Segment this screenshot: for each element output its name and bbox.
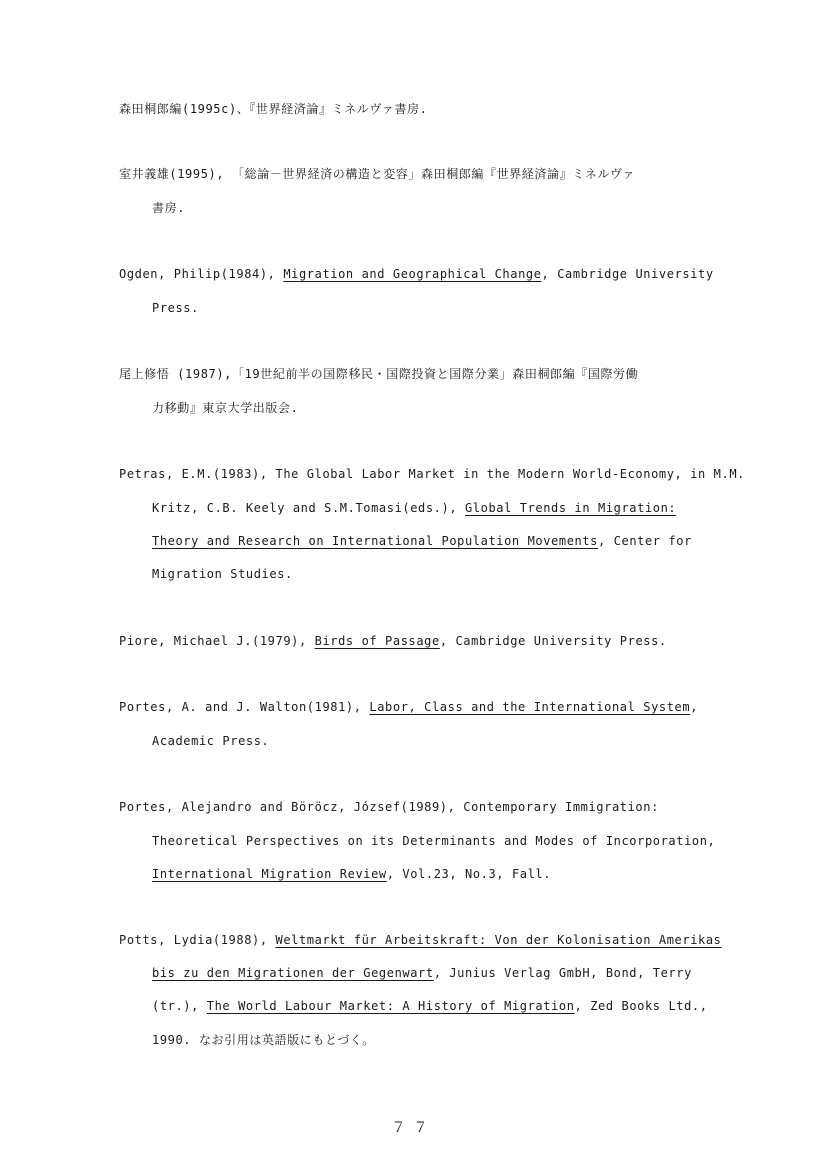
underlined-title: International Migration Review (152, 867, 387, 881)
reference-text: 力移動』東京大学出版会. (152, 401, 299, 415)
reference-line (119, 101, 427, 117)
reference-line (152, 965, 692, 981)
reference-line (152, 1032, 375, 1048)
reference-line (119, 266, 714, 282)
reference-line (119, 932, 722, 948)
reference-line (152, 300, 199, 316)
reference-line (119, 466, 745, 482)
reference-text: , Cambridge University (541, 267, 714, 281)
reference-line (152, 833, 715, 849)
reference-line (152, 998, 708, 1014)
underlined-title: Birds of Passage (314, 634, 440, 648)
underlined-title: Theory and Research on International Population Movements (152, 534, 599, 548)
reference-text: Migration Studies. (152, 567, 293, 581)
reference-text: , Zed Books Ltd., (574, 999, 708, 1013)
reference-text: Theoretical Perspectives on its Determinants and Modes of Incorporation, (152, 834, 716, 848)
reference-text: Potts, Lydia(1988), (119, 933, 276, 947)
reference-text: , Center for (598, 534, 692, 548)
reference-text: Portes, A. and J. Walton(1981), (119, 700, 370, 714)
reference-line (119, 366, 638, 382)
reference-text: Ogden, Philip(1984), (119, 267, 284, 281)
reference-text: 尾上修悟 (1987),「19世紀前半の国際移民・国際投資と国際分業」森田桐郎編『国際労働 (119, 367, 639, 381)
underlined-title: Labor, Class and the International System (369, 700, 691, 714)
reference-text: Kritz, C.B. Keely and S.M.Tomasi(eds.), (152, 501, 465, 515)
reference-line (152, 733, 269, 749)
page-number: ７７ (391, 1120, 436, 1136)
reference-text: Piore, Michael J.(1979), (119, 634, 315, 648)
reference-text: Academic Press. (152, 734, 270, 748)
reference-line (119, 799, 659, 815)
underlined-title: Migration and Geographical Change (283, 267, 542, 281)
reference-line (119, 633, 667, 649)
underlined-title: The World Labour Market: A History of Migration (206, 999, 575, 1013)
reference-text: Petras, E.M.(1983), The Global Labor Market in the Modern World-Economy, in M.M. (119, 467, 745, 481)
reference-text: 1990. なお引用は英語版にもとづく。 (152, 1033, 375, 1047)
reference-text: 森田桐郎編(1995c)、『世界経済論』ミネルヴァ書房. (119, 102, 428, 116)
reference-text: Portes, Alejandro and Böröcz, József(1989), Contemporary Immigration: (119, 800, 659, 814)
reference-text: , Junius Verlag GmbH, Bond, Terry (433, 966, 692, 980)
reference-text: , Vol.23, No.3, Fall. (386, 867, 552, 881)
reference-text: , (690, 700, 699, 714)
reference-line (152, 500, 676, 516)
reference-line (152, 533, 692, 549)
reference-line (152, 400, 298, 416)
underlined-title: Weltmarkt für Arbeitskraft: Von der Kolonisation Amerikas (275, 933, 722, 947)
underlined-title: bis zu den Migrationen der Gegenwart (152, 966, 434, 980)
reference-line (152, 566, 293, 582)
underlined-title: Global Trends in Migration: (464, 501, 677, 515)
reference-text: 室井義雄(1995), 「総論－世界経済の構造と変容」森田桐郎編『世界経済論』ミネルヴァ (119, 167, 636, 181)
reference-text: , Cambridge University Press. (439, 634, 667, 648)
reference-line (152, 200, 185, 216)
reference-text: Press. (152, 301, 199, 315)
reference-line (119, 166, 635, 182)
reference-text: (tr.), (152, 999, 207, 1013)
reference-line (119, 699, 698, 715)
reference-line (152, 866, 551, 882)
reference-text: 書房. (152, 201, 186, 215)
